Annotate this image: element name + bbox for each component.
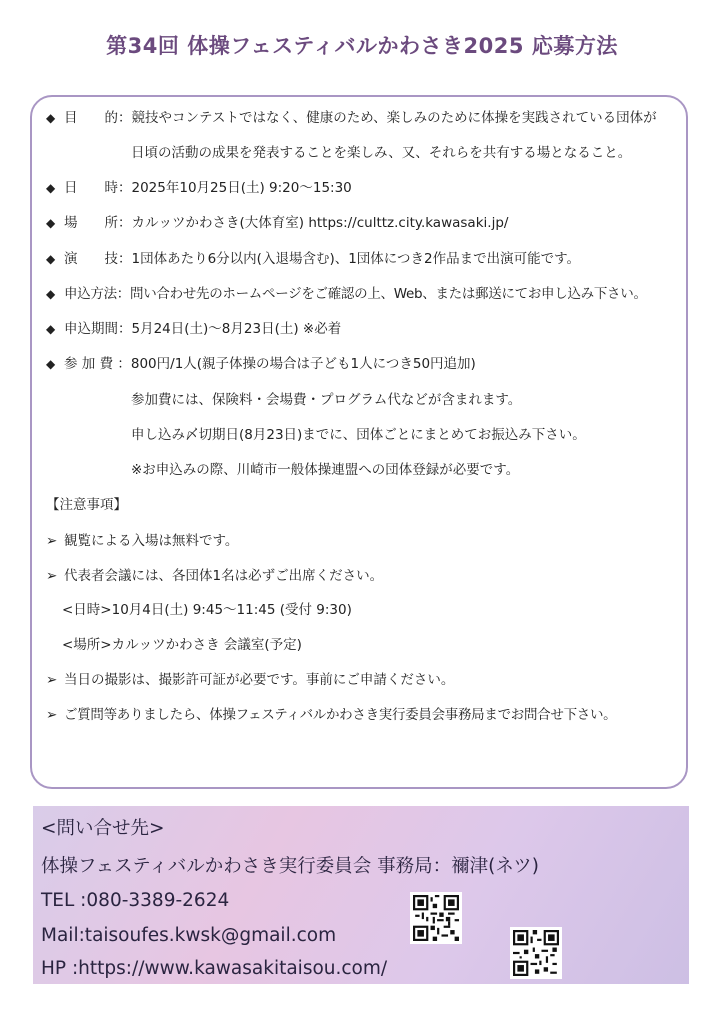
performance-row: [46, 250, 580, 268]
note-text: 代表者会議には、各団体1名は必ずご出席ください。: [64, 568, 384, 584]
datetime-text: 2025年10月25日(土) 9:20～15:30: [131, 180, 352, 196]
contact-tel[interactable]: TEL :080-3389-2624: [41, 890, 230, 911]
diamond-bullet-icon: ◆: [46, 181, 56, 195]
datetime-label: 日 時：: [64, 180, 132, 196]
notes-heading: 【注意事項】: [46, 497, 127, 513]
fee-note-2: 申し込み〆切期日(8月23日)までに、団体ごとにまとめてお振込み下さい。: [131, 427, 586, 443]
period-label: 申込期間：: [64, 321, 132, 337]
period-row: [46, 320, 341, 338]
fee-row: [46, 355, 476, 373]
place-label: 場 所：: [64, 215, 132, 231]
performance-label: 演 技：: [64, 251, 132, 267]
qr-code-hp-icon: [510, 927, 562, 979]
note-text: 観覧による入場は無料です。: [64, 533, 239, 549]
purpose-label: 目 的：: [64, 110, 132, 126]
fee-text: 800円/1人(親子体操の場合は子ども1人につき50円追加): [130, 356, 476, 372]
place-text: カルッツかわさき(大体育室) https://culttz.city.kawasaki.jp/: [131, 215, 509, 231]
period-text: 5月24日(土)～8月23日(土) ※必着: [131, 321, 342, 337]
method-text: 問い合わせ先のホームページをご確認の上、Web、または郵送にてお申し込み下さい。: [130, 286, 647, 302]
contact-panel: [33, 806, 689, 984]
diamond-bullet-icon: ◆: [46, 322, 56, 336]
method-row: [46, 285, 647, 303]
qr-code-mail-icon: [410, 892, 462, 944]
contact-heading: <問い合せ先>: [41, 818, 165, 839]
note-item-3: [46, 671, 454, 689]
place-row: [46, 214, 508, 232]
contact-hp[interactable]: HP :https://www.kawasakitaisou.com/: [41, 958, 388, 979]
meeting-place: <場所>カルッツかわさき 会議室(予定): [62, 637, 302, 653]
fee-note-3: ※お申込みの際、川崎市一般体操連盟への団体登録が必要です。: [131, 462, 520, 478]
purpose-text-cont: 日頃の活動の成果を発表することを楽しみ、又、それらを共有する場となること。: [131, 145, 632, 161]
diamond-bullet-icon: ◆: [46, 357, 56, 371]
diamond-bullet-icon: ◆: [46, 216, 56, 230]
fee-label: 参 加 費 ：: [64, 356, 131, 372]
diamond-bullet-icon: ◆: [46, 287, 55, 301]
note-item-1: [46, 532, 238, 550]
performance-text: 1団体あたり6分以内(入退場含む)、1団体につき2作品まで出演可能です。: [131, 251, 581, 267]
purpose-text: 競技やコンテストではなく、健康のため、楽しみのために体操を実践されている団体が: [131, 110, 657, 126]
arrow-bullet-icon: ➢: [46, 672, 58, 688]
note-text: 当日の撮影は、撮影許可証が必要です。事前にご申請ください。: [64, 672, 455, 688]
diamond-bullet-icon: ◆: [46, 111, 56, 125]
arrow-bullet-icon: ➢: [46, 568, 58, 584]
note-item-4: [46, 706, 616, 724]
meeting-time: <日時>10月4日(土) 9:45～11:45 (受付 9:30): [62, 602, 352, 618]
note-text: ご質問等ありましたら、体操フェスティバルかわさき実行委員会事務局までお問合せ下さい。: [64, 707, 617, 723]
diamond-bullet-icon: ◆: [46, 252, 56, 266]
purpose-row: [46, 109, 657, 127]
arrow-bullet-icon: ➢: [46, 533, 58, 549]
method-label: 申込方法：: [64, 286, 130, 302]
arrow-bullet-icon: ➢: [46, 707, 58, 723]
datetime-row: [46, 179, 352, 197]
note-item-2: [46, 567, 383, 585]
contact-mail[interactable]: Mail:taisoufes.kwsk@gmail.com: [41, 925, 337, 946]
contact-org: 体操フェスティバルかわさき実行委員会 事務局：禰津(ネツ): [41, 856, 539, 877]
fee-note-1: 参加費には、保険料・会場費・プログラム代などが含まれます。: [131, 392, 522, 408]
page-title: 第34回 体操フェスティバルかわさき2025 応募方法: [106, 34, 618, 58]
